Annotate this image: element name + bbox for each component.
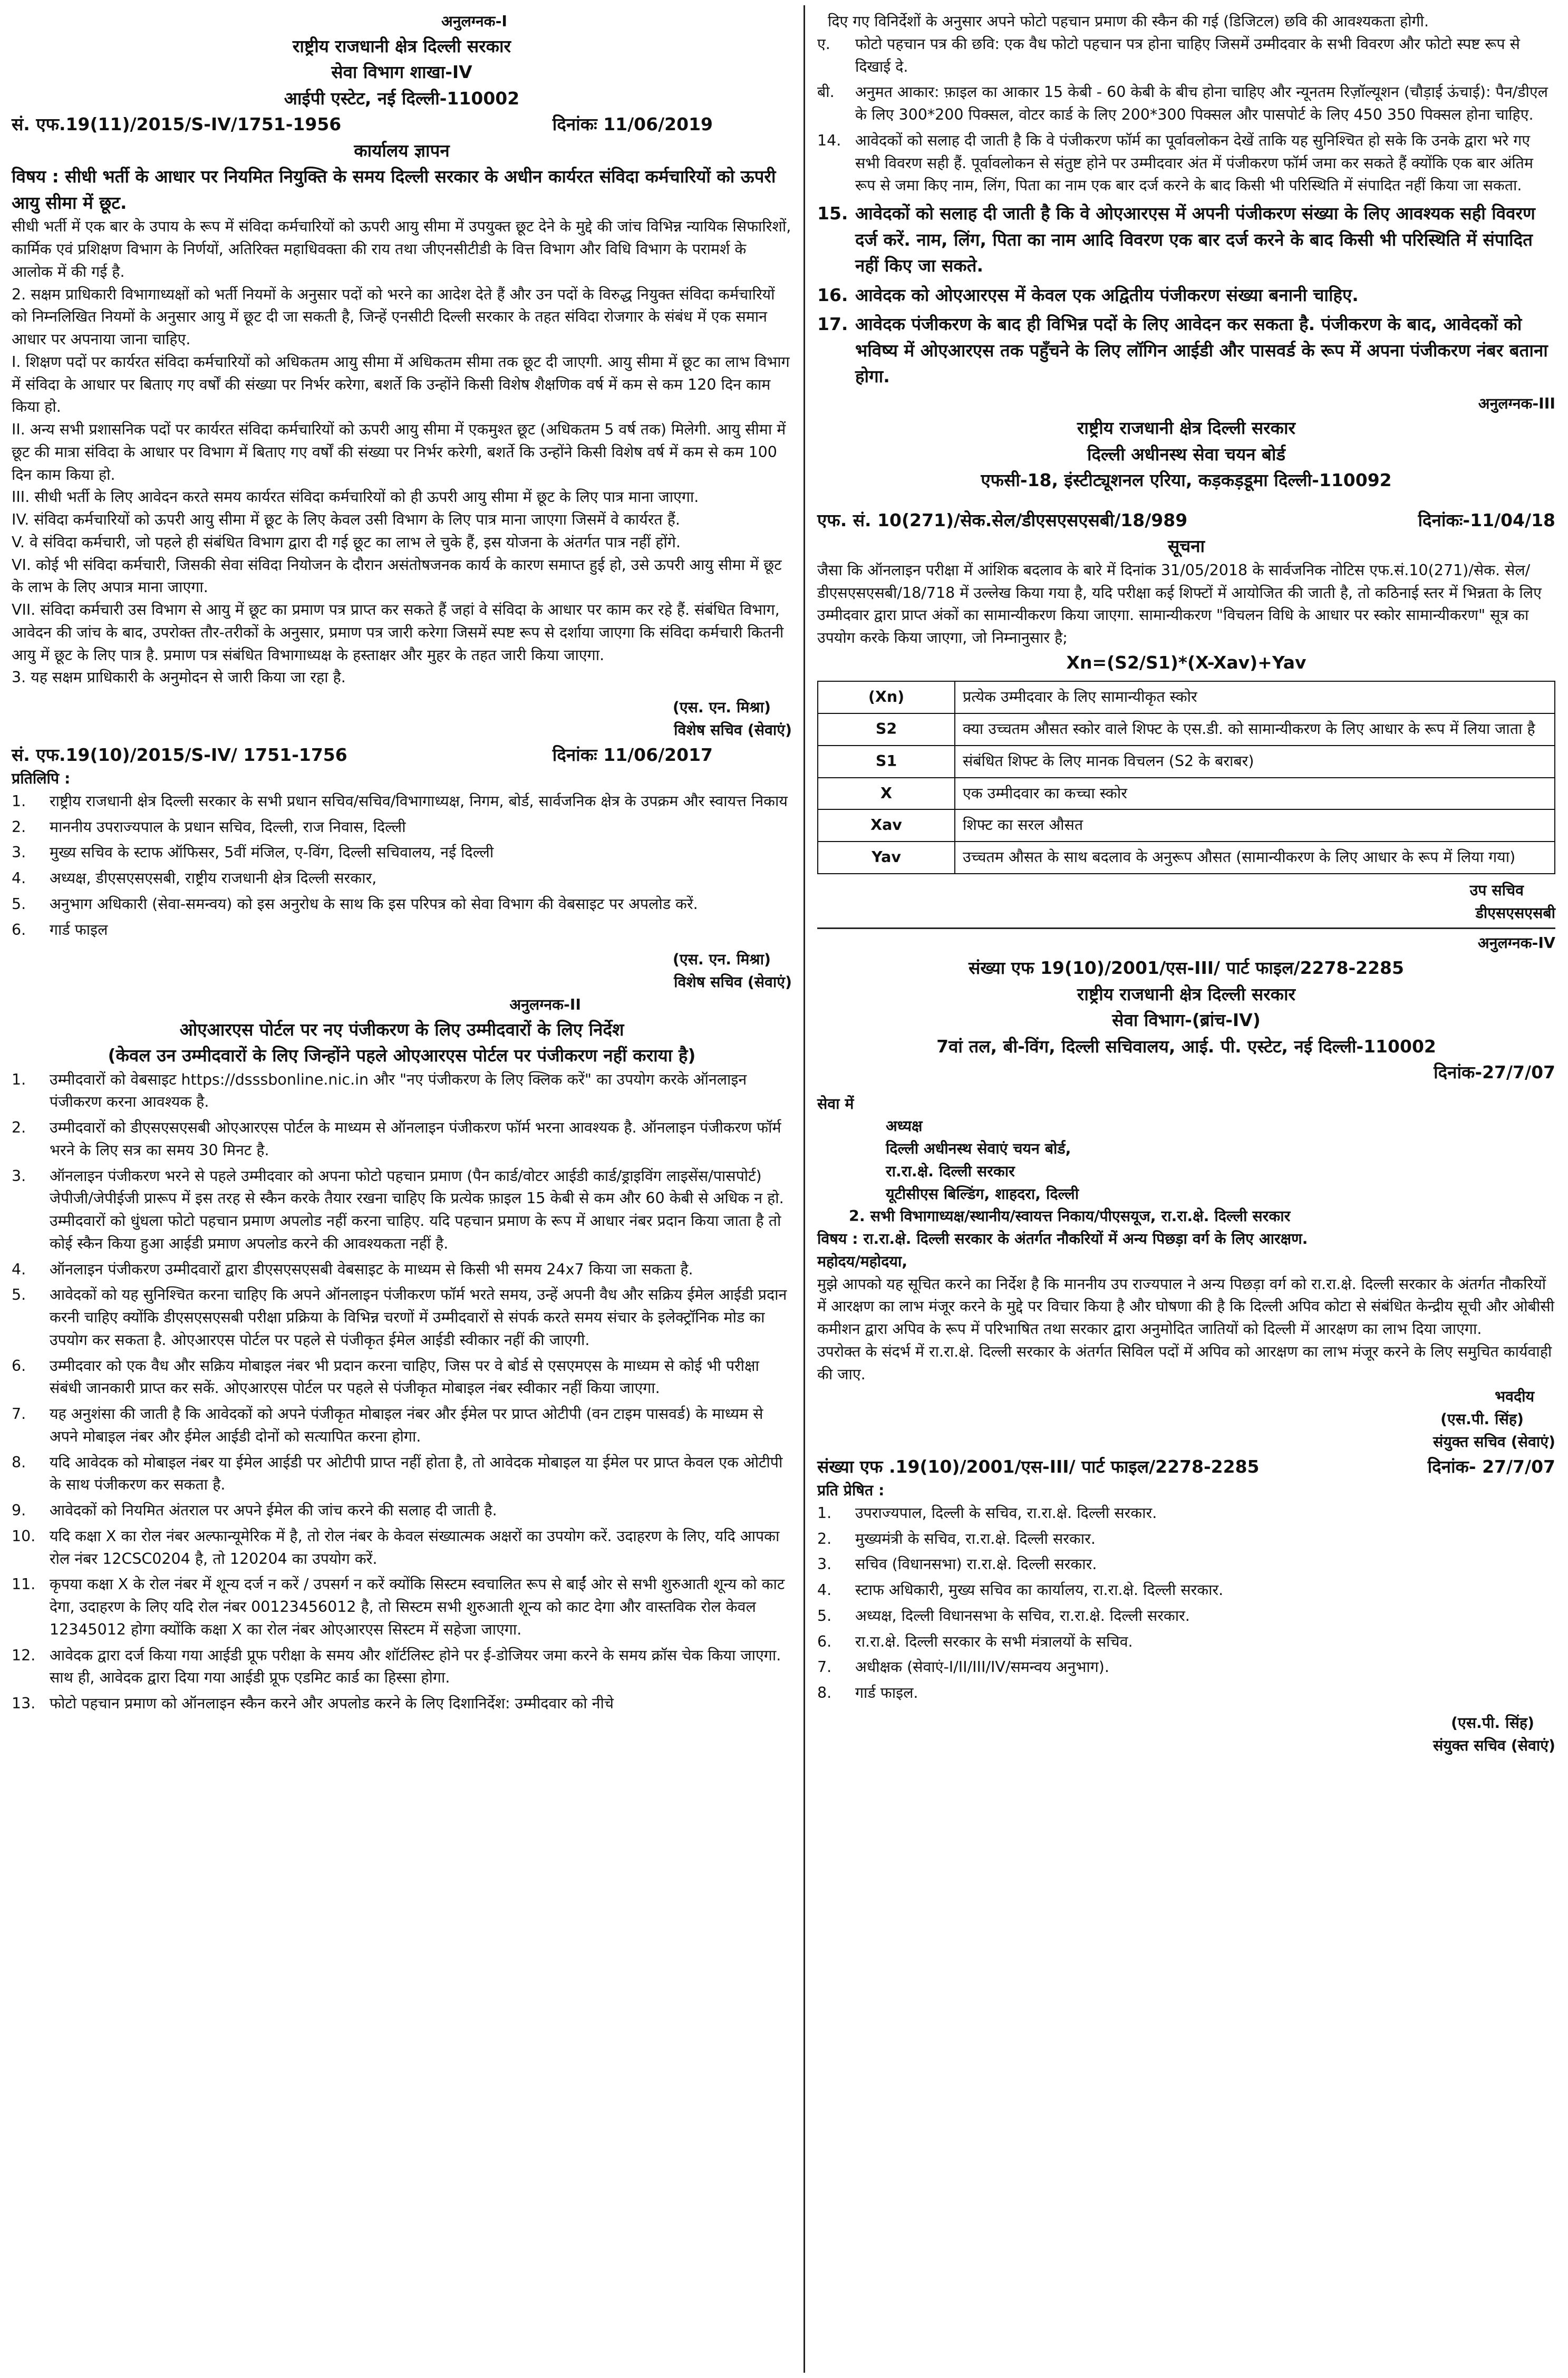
- list-item-number: ए.: [817, 35, 830, 53]
- annex2-bold-instruction-list: [817, 200, 1555, 390]
- annex1-address: आईपी एस्टेट, नई दिल्ली-110002: [284, 88, 520, 109]
- annex1-ref-row: [12, 111, 792, 138]
- list-item-text: उम्मीदवारों को वेबसाइट https://dsssbonline.nic.in और "नए पंजीकरण के लिए क्लिक करें" का उपयोग करके ऑनलाइन पंजीकरण करना आवश्यक है.: [50, 1070, 747, 1111]
- list-item: [817, 1605, 1555, 1628]
- annex4-label: अनुलग्नक-IV: [1477, 934, 1555, 952]
- list-item-text: आवेदक पंजीकरण के बाद ही विभिन्न पदों के लिए आवेदन कर सकता है. पंजीकरण के बाद, आवेदकों को भविष्य में ओएआरएस तक पहुँचने के लिए लॉगिन आईडी और पासवर्ड के रूप में अपना पंजीकरण नंबर बताना होगा.: [855, 314, 1548, 386]
- list-item: [12, 1069, 792, 1114]
- list-item-number: 2.: [817, 1530, 832, 1548]
- list-item-number: 10.: [12, 1527, 36, 1545]
- annex4-date2: दिनांक- 27/7/07: [1427, 1456, 1555, 1477]
- list-item-text: सचिव (विधानसभा) रा.रा.क्षे. दिल्ली सरकार.: [855, 1555, 1097, 1573]
- annex1-para1: सीधी भर्ती में एक बार के उपाय के रूप में संविदा कर्मचारियों को ऊपरी आयु सीमा में उपयुक्त छूट देने के मुद्दे की जांच विभिन्न न्यायिक सिफारिशों, कार्मिक एवं प्रशिक्षण विभाग के निर्णयों, अतिरिक्त महाधिवक्ता की राय तथा जीएनसीटीडी के वित्त विभाग और विधि विभाग के परामर्श के आलोक में की गई है.: [12, 218, 791, 281]
- annex1-signer: (एस. एन. मिश्रा): [672, 699, 771, 716]
- table-cell-symbol: Xav: [818, 809, 955, 842]
- list-item-text: अनुमत आकार: फ़ाइल का आकार 15 केबी - 60 केबी के बीच होना चाहिए और न्यूनतम रिज़ॉल्यूशन (चौड़ाई ऊंचाई): पैन/डीएल के लिए 300*200 पिक्सल, वोटर कार्ड के लिए 200*300 पिक्सल और पासपोर्ट के लिए 450 350 पिक्सल होना चाहिए.: [855, 83, 1548, 123]
- annex4-body1: मुझे आपको यह सूचित करने का निर्देश है कि माननीय उप राज्यपाल ने अन्य पिछड़ा वर्ग को रा.रा.क्षे. दिल्ली सरकार के अंतर्गत नौकरियों में आरक्षण का लाभ मंजूर करने के मुद्दे पर विचार किया है और घोषणा की है कि दिल्ली अपिव कोटा से संबंधित केन्द्रीय सूची और ओबीसी कमीशन द्वारा अपिव के रूप में परिभाषित तथा सरकार द्वारा अनुमोदित जातियों को दिल्ली में आरक्षण का लाभ दिया जाएगा.: [817, 1275, 1554, 1338]
- annex2-label: अनुलग्नक-II: [509, 995, 581, 1013]
- list-item: [12, 867, 792, 890]
- annex3-body: जैसा कि ऑनलाइन परीक्षा में आंशिक बदलाव के बारे में दिनांक 31/05/2018 के सार्वजनिक नोटिस एफ.सं.10(271)/सेक. सेल/डीएसएसएसबी/18/718 में उल्लेख किया गया है, यदि परीक्षा कई शिफ्टों में आयोजित की जाती है, तो कठिनाई स्तर में भिन्नता के लिए उम्मीदवार द्वारा प्राप्त अंकों का सामान्यीकरण किया जाएगा. सामान्यीकरण "विचलन विधि के आधार पर स्कोर सामान्यीकरण" सूत्र का उपयोग करके किया जाएगा, जो निम्नानुसार है;: [817, 561, 1542, 646]
- table-cell-symbol: (Xn): [818, 681, 955, 713]
- list-item-number: 4.: [817, 1581, 832, 1599]
- annex1-memo: कार्यालय ज्ञापन: [354, 140, 450, 161]
- list-item-text: आवेदकों को यह सुनिश्चित करना चाहिए कि अपने ऑनलाइन पंजीकरण फॉर्म भरते समय, उन्हें अपनी वैध और सक्रिय ईमेल आईडी प्रदान करनी चाहिए क्योंकि डीएसएसएसबी परीक्षा प्रक्रिया के विभिन्न चरणों में उम्मीदवारों से संपर्क करते समय संचार के इलेक्ट्रॉनिक मोड का उपयोग कर सकता है. ओएआरएस पोर्टल पर पहले से पंजीकृत ईमेल आईडी स्वीकार नहीं की जाएगी.: [50, 1286, 787, 1349]
- list-item: [817, 1682, 1555, 1705]
- table-cell-symbol: X: [818, 778, 955, 810]
- table-cell-description: संबंधित शिफ्ट के लिए मानक विचलन (S2 के बराबर): [955, 746, 1555, 778]
- list-item-text: यदि कक्षा X का रोल नंबर अल्फान्यूमेरिक में है, तो रोल नंबर के केवल संख्यात्मक अक्षरों का उपयोग करें. उदाहरण के लिए, यदि आपका रोल नंबर 12CSC0204 है, तो 120204 का उपयोग करें.: [50, 1527, 780, 1568]
- list-item: [12, 1259, 792, 1281]
- annex4-designation: संयुक्त सचिव (सेवाएं): [1433, 1433, 1555, 1451]
- list-item-number: 11.: [12, 1575, 36, 1593]
- annex3-ref-row: [817, 507, 1555, 534]
- list-item-text: ऑनलाइन पंजीकरण उम्मीदवारों द्वारा डीएसएसएसबी वेबसाइट के माध्यम से किसी भी समय 24x7 किया जा सकता है.: [50, 1260, 693, 1278]
- list-item: [817, 130, 1555, 197]
- list-item: [817, 1631, 1555, 1654]
- list-item: [817, 1528, 1555, 1551]
- table-row: [818, 778, 1555, 810]
- list-item-number: 6.: [12, 921, 26, 939]
- section-rule: [817, 927, 1555, 929]
- list-item-number: 1.: [12, 1070, 26, 1088]
- list-item-text: अध्यक्ष, दिल्ली विधानसभा के सचिव, रा.रा.क्षे. दिल्ली सरकार.: [855, 1607, 1190, 1625]
- list-item-text: अनुभाग अधिकारी (सेवा-समन्वय) को इस अनुरोध के साथ कि इस परिपत्र को सेवा विभाग की वेबसाइट पर अपलोड करें.: [50, 895, 698, 913]
- table-row: [818, 713, 1555, 746]
- list-item-text: यह अनुशंसा की जाती है कि आवेदकों को अपने पंजीकृत मोबाइल नंबर और ईमेल पर प्राप्त ओटीपी (वन टाइम पासवर्ड) के माध्यम से अपने मोबाइल नंबर और ईमेल आईडी दोनों को सत्यापित करना होगा.: [50, 1405, 763, 1445]
- annex1-copy-list: [12, 790, 792, 942]
- table-cell-symbol: S2: [818, 713, 955, 746]
- list-item-text: उम्मीदवारों को डीएसएसएसबी ओएआरएस पोर्टल के माध्यम से ऑनलाइन पंजीकरण फॉर्म भरना आवश्यक है. ऑनलाइन पंजीकरण फॉर्म भरने के लिए सत्र का समय 30 मिनट है.: [50, 1119, 781, 1159]
- list-item-text: आवेदकों को सलाह दी जाती है कि वे ओएआरएस में अपनी पंजीकरण संख्या के लिए आवश्यक सही विवरण दर्ज करें. नाम, लिंग, पिता का नाम आदि विवरण एक बार दर्ज करने के बाद किसी भी परिस्थिति में संपादित नहीं किए जा सकते.: [855, 203, 1535, 276]
- list-item-text: गार्ड फाइल.: [855, 1684, 918, 1702]
- table-row: [818, 842, 1555, 874]
- table-row: [818, 809, 1555, 842]
- list-item: [12, 1403, 792, 1448]
- annex4-addr5: 2. सभी विभागाध्यक्ष/स्थानीय/स्वायत्त निकाय/पीएसयूज, रा.रा.क्षे. दिल्ली सरकार: [849, 1207, 1291, 1225]
- list-item-number: 4.: [12, 869, 26, 887]
- table-row: [818, 746, 1555, 778]
- annex1-date: दिनांकः 11/06/2019: [552, 114, 713, 135]
- list-item-text: माननीय उपराज्यपाल के प्रधान सचिव, दिल्ली, राज निवास, दिल्ली: [50, 818, 406, 836]
- table-cell-description: क्या उच्चतम औसत स्कोर वाले शिफ्ट के एस.डी. को सामान्यीकरण के लिए आधार के रूप में लिया जाता है: [955, 713, 1555, 746]
- annex4-ref: संख्या एफ 19(10)/2001/एस-III/ पार्ट फाइल/2278-2285: [969, 958, 1404, 978]
- list-item-number: 2.: [12, 818, 26, 836]
- list-item-number: 1.: [12, 792, 26, 810]
- annex1-copy-to: प्रतिलिपि :: [12, 770, 71, 787]
- annex4-signer: (एस.पी. सिंह): [1440, 1410, 1524, 1428]
- annex4-salutation: महोदय/महोदया,: [817, 1252, 908, 1270]
- annex4-gov: राष्ट्रीय राजधानी क्षेत्र दिल्ली सरकार: [1077, 983, 1296, 1004]
- list-item: [817, 1656, 1555, 1679]
- list-item-number: 5.: [817, 1607, 832, 1625]
- list-item: [12, 1452, 792, 1497]
- list-item-number: 1.: [817, 1504, 832, 1522]
- list-item-number: 4.: [12, 1260, 26, 1278]
- list-item-number: 8.: [12, 1453, 26, 1471]
- annex1-rule3: III. सीधी भर्ती के लिए आवेदन करते समय कार्यरत संविदा कर्मचारियों को ही ऊपरी आयु सीमा में छूट के लिए पात्र माना जाएगा.: [12, 488, 699, 506]
- annex1-para2: 2. सक्षम प्राधिकारी विभागाध्यक्षों को भर्ती नियमों के अनुसार पदों को भरने का आदेश देते हैं और उन पदों के विरुद्ध नियुक्त संविदा कर्मचारियों को निम्नलिखित नियमों के अनुसार आयु में छूट दी जा सकती है, जिन्हें एनसीटी दिल्ली सरकार के तहत संविदा रोजगार के संबंध में एक समान आधार पर अपनाया जाना चाहिए.: [12, 285, 775, 348]
- list-item-text: आवेदकों को सलाह दी जाती है कि वे पंजीकरण फॉर्म का पूर्वावलोकन देखें ताकि यह सुनिश्चित हो सके कि उनके द्वारा भरे गए सभी विवरण सही हैं. पूर्वावलोकन से संतुष्ट होने पर उम्मीदवार अंत में पंजीकरण फॉर्म जमा कर सकते हैं क्योंकि एक बार अंतिम रूप से जमा किए नाम, लिंग, पिता का नाम एक बार दर्ज करने के बाद किसी भी परिस्थिति में संपादित नहीं किया जा सकता.: [855, 131, 1533, 195]
- list-item-number: 17.: [817, 314, 848, 334]
- annex1-para3: 3. यह सक्षम प्राधिकारी के अनुमोदन से जारी किया जा रहा है.: [12, 669, 346, 687]
- list-item-text: फोटो पहचान पत्र की छवि: एक वैध फोटो पहचान पत्र होना चाहिए जिसमें उम्मीदवार के सभी विवरण और फोटो स्पष्ट रूप से दिखाई दे.: [855, 35, 1520, 75]
- annex1-date2: दिनांकः 11/06/2017: [552, 744, 713, 765]
- list-item: [12, 1693, 792, 1715]
- annex4-yours: भवदीय: [1495, 1388, 1534, 1406]
- normalization-table: [817, 681, 1555, 874]
- list-item-text: स्टाफ अधिकारी, मुख्य सचिव का कार्यालय, रा.रा.क्षे. दिल्ली सरकार.: [855, 1581, 1224, 1599]
- annex2-title: ओएआरएस पोर्टल पर नए पंजीकरण के लिए उम्मीदवारों के लिए निर्देश: [179, 1019, 624, 1040]
- list-item-text: ऑनलाइन पंजीकरण भरने से पहले उम्मीदवार को अपना फोटो पहचान प्रमाण (पैन कार्ड/वोटर आईडी कार्ड/ड्राइविंग लाइसेंस/पासपोर्ट) जेपीजी/जेपीईजी प्रारूप में इस तरह से स्कैन करके तैयार रखना चाहिए कि प्रत्येक फ़ाइल 15 केबी से कम और 60 केबी से अधिक न हो. उम्मीदवारों को धुंधला फोटो पहचान प्रमाण अपलोड नहीं करना चाहिए. यदि पहचान प्रमाण के रूप में आधार नंबर प्रदान किया जाता है तो कोई स्कैन किया हुआ आईडी प्रमाण अपलोड करने की आवश्यकता नहीं है.: [50, 1167, 784, 1252]
- annex4-signer2: (एस.पी. सिंह): [1450, 1714, 1534, 1732]
- list-item-text: अधीक्षक (सेवाएं-I/II/III/IV/समन्वय अनुभाग).: [855, 1658, 1109, 1676]
- list-item: [12, 1117, 792, 1162]
- list-item-text: उम्मीदवार को एक वैध और सक्रिय मोबाइल नंबर भी प्रदान करना चाहिए, जिस पर वे बोर्ड से एसएमएस के माध्यम से कोई भी परीक्षा संबंधी जानकारी प्राप्त कर सकें. ओएआरएस पोर्टल पर पहले से पंजीकृत मोबाइल नंबर स्वीकार नहीं किया जाएगा.: [50, 1357, 759, 1397]
- annex2-subtitle: (केवल उन उम्मीदवारों के लिए जिन्होंने पहले ओएआरएस पोर्टल पर पंजीकरण नहीं कराया है): [108, 1045, 696, 1066]
- annex1-designation2: विशेष सचिव (सेवाएं): [674, 973, 792, 991]
- left-column: [12, 11, 792, 1718]
- list-item: [817, 1553, 1555, 1576]
- annex3-sign2: डीएसएसएसबी: [1475, 904, 1555, 922]
- annex1-rule1: I. शिक्षण पदों पर कार्यरत संविदा कर्मचारियों को अधिकतम आयु सीमा में अधिकतम सीमा तक छूट दी जाएगी. आयु सीमा में छूट का लाभ विभाग में संविदा के आधार पर बिताए गए वर्षों की संख्या पर निर्भर करेगा, बशर्ते कि उन्होंने किसी विशेष शैक्षणिक वर्ष में कम से कम 120 दिन काम किया हो.: [12, 353, 790, 416]
- list-item-number: 14.: [817, 131, 841, 149]
- list-item-number: 3.: [12, 844, 26, 862]
- list-item: [817, 81, 1555, 127]
- annex2-subitem-list: [817, 33, 1555, 127]
- annex1-subject: विषय : सीधी भर्ती के आधार पर नियमित नियुक्ति के समय दिल्ली सरकार के अधीन कार्यरत संविदा कर्मचारियों को ऊपरी आयु सीमा में छूट.: [12, 166, 776, 213]
- list-item-text: अध्यक्ष, डीएसएसएसबी, राष्ट्रीय राजधानी क्षेत्र दिल्ली सरकार,: [50, 869, 377, 887]
- annex3-ref: एफ. सं. 10(271)/सेक.सेल/डीएसएसएसबी/18/989: [817, 509, 1188, 530]
- list-item-number: 8.: [817, 1684, 832, 1702]
- list-item-text: गार्ड फाइल: [50, 921, 108, 939]
- list-item-number: 6.: [12, 1357, 26, 1375]
- right-column: [817, 11, 1555, 1757]
- table-cell-description: प्रत्येक उम्मीदवार के लिए सामान्यीकृत स्कोर: [955, 681, 1555, 713]
- annex3-formula: Xn=(S2/S1)*(X-Xav)+Yav: [1066, 652, 1306, 673]
- list-item: [12, 842, 792, 864]
- list-item-number: 3.: [12, 1167, 26, 1185]
- annex4-addr2: दिल्ली अधीनस्थ सेवाएं चयन बोर्ड,: [886, 1140, 1071, 1157]
- list-item-text: आवेदक द्वारा दर्ज किया गया आईडी प्रूफ परीक्षा के समय और शॉर्टलिस्ट होने पर ई-डोजियर जमा करने के समय क्रॉस चेक किया जाएगा. साथ ही, आवेदक द्वारा दिया गया आईडी प्रूफ एडमिट कार्ड का हिस्सा होगा.: [50, 1646, 781, 1687]
- annex4-to: सेवा में: [817, 1095, 854, 1113]
- annex1-rule6: VI. कोई भी संविदा कर्मचारी, जिसकी सेवा संविदा नियोजन के दौरान असंतोषजनक कार्य के कारण समाप्त हुई हो, उसे ऊपरी आयु सीमा में छूट के लाभ के लिए अपात्र माना जाएगा.: [12, 556, 782, 596]
- annex1-gov: राष्ट्रीय राजधानी क्षेत्र दिल्ली सरकार: [292, 35, 511, 56]
- list-item-text: आवेदकों को नियमित अंतराल पर अपने ईमेल की जांच करने की सलाह दी जाती है.: [50, 1502, 497, 1519]
- list-item-number: 13.: [12, 1695, 36, 1712]
- list-item: [12, 893, 792, 916]
- annex4-forwarded: प्रति प्रेषित :: [817, 1482, 885, 1499]
- annex4-copy-list: [817, 1502, 1555, 1705]
- list-item-number: बी.: [817, 83, 835, 101]
- list-item: [817, 1502, 1555, 1525]
- annex4-body2: उपरोक्त के संदर्भ में रा.रा.क्षे. दिल्ली सरकार के अंतर्गत सिविल पदों में अपिव को आरक्षण का लाभ मंजूर करने के लिए समुचित कार्यवाही की जाए.: [817, 1342, 1552, 1383]
- annex1-label: अनुलग्नक-I: [441, 13, 507, 30]
- list-item-text: मुख्यमंत्री के सचिव, रा.रा.क्षे. दिल्ली सरकार.: [855, 1530, 1096, 1548]
- list-item-number: 15.: [817, 203, 848, 224]
- annex3-notice: सूचना: [1167, 536, 1205, 557]
- annex1-dept: सेवा विभाग शाखा-IV: [331, 62, 472, 83]
- table-cell-symbol: Yav: [818, 842, 955, 874]
- list-item-number: 9.: [12, 1502, 26, 1519]
- table-cell-description: एक उम्मीदवार का कच्चा स्कोर: [955, 778, 1555, 810]
- list-item-text: फोटो पहचान प्रमाण को ऑनलाइन स्कैन करने और अपलोड करने के लिए दिशानिर्देश: उम्मीदवार को नीचे: [50, 1695, 614, 1712]
- annex1-ref: सं. एफ.19(11)/2015/S-IV/1751-1956: [12, 114, 342, 135]
- annex1-rule7: VII. संविदा कर्मचारी उस विभाग से आयु में छूट का प्रमाण पत्र प्राप्त कर सकते हैं जहां वे संविदा के आधार पर काम कर रहे हैं. संबंधित विभाग, आवेदन की जांच के बाद, उपरोक्त तौर-तरीकों के अनुसार, प्रमाण पत्र जारी करेगा जिसमें स्पष्ट रूप से दर्शाया जाएगा कि संविदा कर्मचारी कितनी आयु में छूट के लिए पात्र है. प्रमाण पत्र संबंधित विभागाध्यक्ष के हस्ताक्षर और मुहर के तहत जारी किया जाएगा.: [12, 601, 784, 664]
- column-divider: [804, 5, 805, 2373]
- annex3-sign1: उप सचिव: [1469, 881, 1524, 899]
- list-item: [817, 200, 1555, 279]
- annex3-gov: राष्ट्रीय राजधानी क्षेत्र दिल्ली सरकार: [1077, 418, 1296, 439]
- list-item-text: आवेदक को ओएआरएस में केवल एक अद्वितीय पंजीकरण संख्या बनानी चाहिए.: [855, 284, 1359, 305]
- table-cell-symbol: S1: [818, 746, 955, 778]
- annex1-rule2: II. अन्य सभी प्रशासनिक पदों पर कार्यरत संविदा कर्मचारियों को ऊपरी आयु सीमा में एकमुश्त छूट (अधिकतम 5 वर्ष तक) मिलेगी. आयु सीमा में छूट की मात्रा संविदा के आधार पर विभाग में बिताए गए वर्षों की संख्या पर निर्भर करेगी, बशर्ते कि उन्होंने किसी विशेष वर्ष में कम से कम 100 दिन काम किया हो.: [12, 421, 786, 484]
- list-item: [12, 919, 792, 942]
- list-item-number: 2.: [12, 1119, 26, 1136]
- list-item-text: मुख्य सचिव के स्टाफ ऑफिसर, 5वीं मंजिल, ए-विंग, दिल्ली सचिवालय, नई दिल्ली: [50, 844, 494, 862]
- annex4-address: 7वां तल, बी-विंग, दिल्ली सचिवालय, आई. पी. एस्टेट, नई दिल्ली-110002: [936, 1036, 1436, 1057]
- annex4-date: दिनांक-27/7/07: [1434, 1062, 1555, 1082]
- list-item: [817, 33, 1555, 79]
- annex1-rule4: IV. संविदा कर्मचारियों को ऊपरी आयु सीमा में छूट के लिए केवल उसी विभाग के लिए पात्र माना जाएगा जिसमें वे कार्यरत हैं.: [12, 511, 680, 528]
- list-item-number: 6.: [817, 1632, 832, 1650]
- annex4-addr3: रा.रा.क्षे. दिल्ली सरकार: [886, 1162, 1015, 1180]
- annex2-instruction-list-2: [817, 130, 1555, 197]
- list-item: [12, 1573, 792, 1641]
- annex3-address: एफसी-18, इंस्टीट्यूशनल एरिया, कड़कड़डूमा दिल्ली-110092: [981, 470, 1392, 491]
- table-cell-description: उच्चतम औसत के साथ बदलाव के अनुरूप औसत (सामान्यीकरण के लिए आधार के रूप में लिया गया): [955, 842, 1555, 874]
- annex4-addr4: यूटीसीएस बिल्डिंग, शाहदरा, दिल्ली: [886, 1185, 1079, 1203]
- list-item: [12, 1645, 792, 1690]
- list-item: [12, 1165, 792, 1255]
- list-item-number: 7.: [817, 1658, 832, 1676]
- annex1-signer2: (एस. एन. मिश्रा): [672, 951, 771, 969]
- list-item-text: यदि आवेदक को मोबाइल नंबर या ईमेल आईडी पर ओटीपी प्राप्त नहीं होता है, तो आवेदक मोबाइल या ईमेल पर प्राप्त केवल एक ओटीपी के साथ पंजीकरण कर सकता है.: [50, 1453, 783, 1494]
- list-item-text: रा.रा.क्षे. दिल्ली सरकार के सभी मंत्रालयों के सचिव.: [855, 1632, 1133, 1650]
- annex1-rule5: V. वे संविदा कर्मचारी, जो पहले ही संबंधित विभाग द्वारा दी गई छूट का लाभ ले चुके हैं, इस योजना के अंतर्गत पात्र नहीं होंगे.: [12, 533, 681, 551]
- list-item-text: राष्ट्रीय राजधानी क्षेत्र दिल्ली सरकार के सभी प्रधान सचिव/सचिव/विभागाध्यक्ष, निगम, बोर्ड, सार्वजनिक क्षेत्र के उपक्रम और स्वायत्त निकाय: [50, 792, 788, 810]
- table-cell-description: शिफ्ट का सरल औसत: [955, 809, 1555, 842]
- annex2-instruction-list: [12, 1069, 792, 1715]
- list-item: [12, 816, 792, 839]
- annex3-board: दिल्ली अधीनस्थ सेवा चयन बोर्ड: [1087, 443, 1286, 465]
- annex4-dept: सेवा विभाग-(ब्रांच-IV): [1112, 1010, 1261, 1030]
- list-item: [12, 1500, 792, 1522]
- list-item: [817, 1579, 1555, 1602]
- list-item-text: कृपया कक्षा X के रोल नंबर में शून्य दर्ज न करें / उपसर्ग न करें क्योंकि सिस्टम स्वचालित रूप से बाईं ओर से सभी शुरुआती शून्य को काट देगा, उदाहरण के लिए यदि रोल नंबर 00123456012 है, तो सिस्टम सभी शुरुआती शून्य को काट देगा और वास्तविक रोल केवल 12345012 होगा क्योंकि कक्षा X का रोल नंबर ओएआरएस सिस्टम में सहेजा जाएगा.: [50, 1575, 785, 1638]
- list-item-number: 16.: [817, 284, 848, 305]
- list-item: [12, 1355, 792, 1400]
- list-item: [817, 282, 1555, 308]
- annex4-subject: विषय : रा.रा.क्षे. दिल्ली सरकार के अंतर्गत नौकरियों में अन्य पिछड़ा वर्ग के लिए आरक्षण.: [817, 1230, 1308, 1248]
- list-item-number: 3.: [817, 1555, 832, 1573]
- list-item-number: 5.: [12, 1286, 26, 1304]
- list-item-number: 5.: [12, 895, 26, 913]
- list-item: [817, 311, 1555, 390]
- list-item-number: 12.: [12, 1646, 36, 1664]
- table-row: [818, 681, 1555, 713]
- annex1-ref2: सं. एफ.19(10)/2015/S-IV/ 1751-1756: [12, 744, 347, 765]
- annex4-designation2: संयुक्त सचिव (सेवाएं): [1433, 1736, 1555, 1754]
- list-item: [12, 790, 792, 813]
- list-item-text: उपराज्यपाल, दिल्ली के सचिव, रा.रा.क्षे. दिल्ली सरकार.: [855, 1504, 1157, 1522]
- list-item: [12, 1525, 792, 1571]
- annex4-ref2-row: [817, 1454, 1555, 1480]
- annex3-date: दिनांकः-11/04/18: [1418, 509, 1555, 530]
- list-item: [12, 1284, 792, 1351]
- annex1-ref2-row: [12, 742, 792, 768]
- list-item-number: 7.: [12, 1405, 26, 1423]
- annex1-designation: विशेष सचिव (सेवाएं): [674, 721, 792, 739]
- annex3-label: अनुलग्नक-III: [1478, 394, 1555, 412]
- annex4-ref2: संख्या एफ .19(10)/2001/एस-III/ पार्ट फाइल/2278-2285: [817, 1456, 1260, 1477]
- annex2-continuation: दिए गए विनिर्देशों के अनुसार अपने फोटो पहचान प्रमाण की स्कैन की गई (डिजिटल) छवि की आवश्यकता होगी.: [828, 13, 1429, 30]
- annex4-addr1: अध्यक्ष: [886, 1117, 923, 1135]
